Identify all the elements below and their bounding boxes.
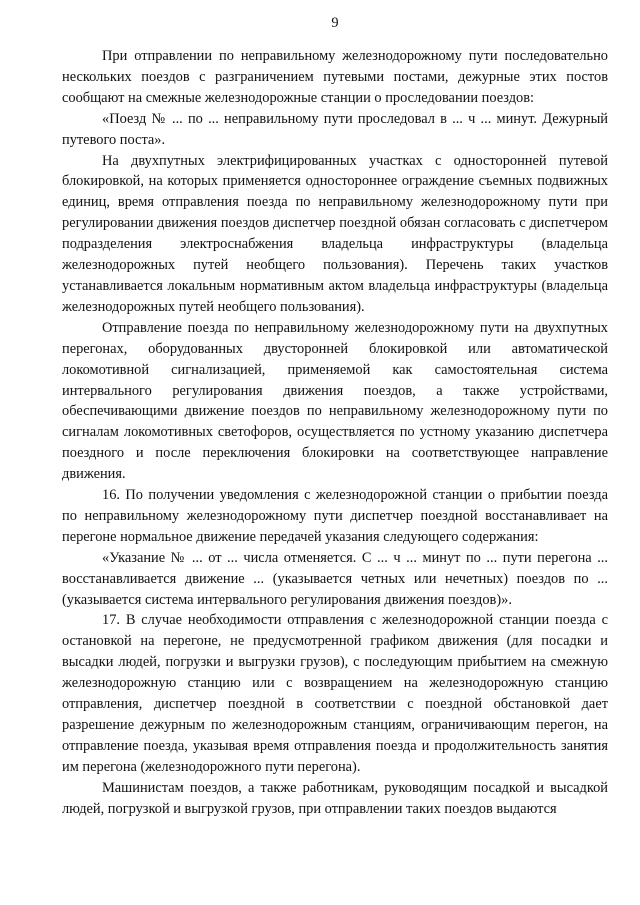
paragraph-wrong-track-notification: При отправлении по неправильному железнодорожному пути последовательно нескольких поездов с разграничением путевыми постами, дежурные этих постов сообщают на смежные железнодорожные станции о проследовании поездов:	[62, 48, 608, 106]
paragraph-post-message-template: «Поезд № ... по ... неправильному пути проследовал в ... ч ... минут. Дежурный путевого поста».	[62, 110, 608, 148]
page-number: 9	[331, 15, 339, 31]
paragraph-item-16: 16. По получении уведомления с железнодорожной станции о прибытии поезда по неправильному железнодорожному пути диспетчер поездной восстанавливает на перегоне нормальное движение передачей указания следующего содержания:	[62, 487, 608, 545]
document-page	[62, 14, 608, 820]
paragraph-cancellation-template: «Указание № ... от ... числа отменяется. С ... ч ... минут по ... пути перегона ... восстанавливается движение ... (указывается четных или нечетных) поездов по ... (указывается система интервального регулирования движения поездов)».	[62, 549, 608, 608]
paragraph-two-way-blocking: Отправление поезда по неправильному железнодорожному пути на двухпутных перегонах, оборудованных двусторонней блокировкой или автоматической локомотивной сигнализацией, применяемой как самостоятельная система интервального регулирования движения поездов, а также устройствами, обеспечивающими движение поездов по неправильному железнодорожному пути по сигналам локомотивных светофоров, осуществляется по устному указанию диспетчера поездного и после переключения блокировки на соответствующее направление движения.	[62, 319, 608, 483]
paragraph-item-17: 17. В случае необходимости отправления с железнодорожной станции поезда с остановкой на перегоне, не предусмотренной графиком движения (для посадки и высадки людей, погрузки и выгрузки грузов), с последующим прибытием на смежную железнодорожную станцию или с возвращением на железнодорожную станцию отправления, диспетчер поездной в соответствии с поездной обстановкой дает разрешение дежурным по железнодорожным станциям, ограничивающим перегон, на отправление поезда, указывая время отправления поезда и продолжительность занятия им перегона (железнодорожного пути перегона).	[62, 612, 608, 775]
paragraph-drivers-instructions: Машинистам поездов, а также работникам, руководящим посадкой и высадкой людей, погрузкой и выгрузкой грузов, при отправлении таких поездов выдаются	[62, 779, 608, 817]
paragraph-electrified-sections: На двухпутных электрифицированных участках с односторонней путевой блокировкой, на которых применяется одностороннее ограждение съемных подвижных единиц, время отправления поезда по неправильному железнодорожному пути при регулировании движения поездов диспетчер поездной обязан согласовать с диспетчером подразделения электроснабжения владельца инфраструктуры (владельца железнодорожных путей необщего пользования). Перечень таких участков устанавливается локальным нормативным актом владельца инфраструктуры (владельца железнодорожных путей необщего пользования).	[62, 152, 608, 315]
